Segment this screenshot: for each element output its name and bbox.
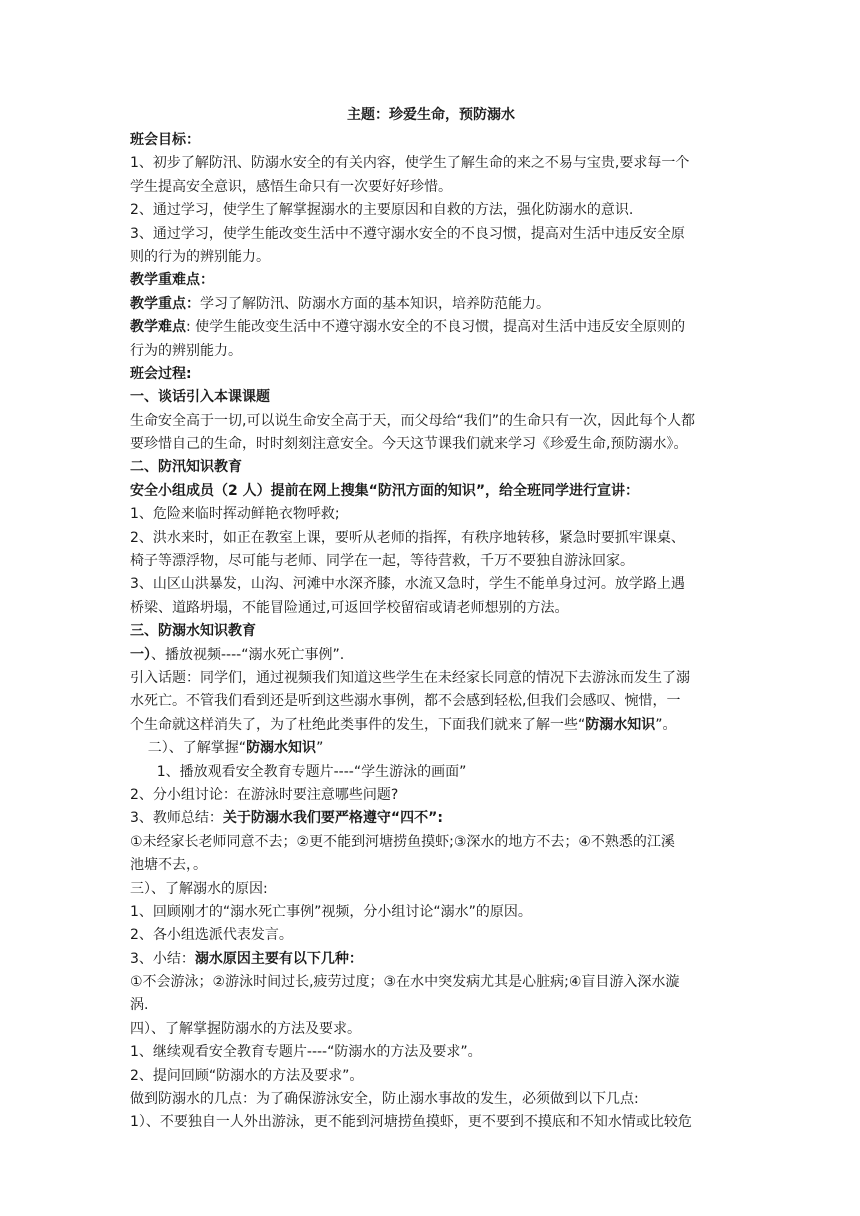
bold-text-segment: 三、防溺水知识教育 [130, 623, 256, 640]
text-segment: 、播放视频----“溺水死亡事例”. [151, 646, 345, 663]
bold-text-segment: 一、谈话引入本课课题 [130, 389, 270, 406]
text-line [130, 854, 732, 877]
bold-text-segment: 安全小组成员（2 人）提前在网上搜集“防汛方面的知识”，给全班同学进行宣讲： [130, 482, 640, 499]
text-line [130, 527, 732, 550]
text-line [130, 667, 732, 690]
bold-text-segment: 教学难点 [130, 319, 186, 336]
text-line [130, 1065, 732, 1088]
text-segment: 学习了解防汛、防溺水方面的基本知识，培养防范能力。 [200, 295, 550, 312]
bold-text-segment: 二、防汛知识教育 [130, 459, 242, 476]
text-line [130, 924, 732, 947]
document-lines [130, 129, 732, 1135]
text-line [130, 573, 732, 596]
text-line [130, 340, 732, 363]
text-line [130, 948, 732, 971]
text-line [130, 1018, 732, 1041]
text-line [130, 807, 732, 830]
text-line [130, 316, 732, 339]
text-segment: 2、提问回顾“防溺水的方法及要求”。 [130, 1067, 364, 1084]
bold-text-segment: 一） [130, 646, 151, 663]
text-line [130, 714, 732, 737]
text-segment: 要珍惜自己的生命，时时刻刻注意安全。今天这节课我们就来学习《珍爱生命,预防溺水》。 [130, 436, 688, 453]
bold-text-segment: 班会过程: [130, 365, 192, 382]
text-line [130, 644, 732, 667]
text-line [130, 433, 732, 456]
text-segment: 2、分小组讨论：在游泳时要注意哪些问题? [130, 786, 399, 803]
text-line [130, 690, 732, 713]
text-line [130, 1111, 732, 1134]
text-segment: 3、山区山洪暴发，山沟、河滩中水深齐膝，水流又急时，学生不能单身过河。放学路上遇 [130, 576, 685, 593]
document-body [130, 103, 732, 1135]
text-line [130, 152, 732, 175]
text-line [130, 176, 732, 199]
text-segment: ” [316, 740, 324, 757]
text-segment: 椅子等漂浮物，尽可能与老师、同学在一起，等待营救，千万不要独自游泳回家。 [130, 553, 634, 570]
text-line [130, 480, 732, 503]
text-segment: 3、教师总结： [130, 810, 223, 827]
text-segment: 1、播放观看安全教育专题片----“学生游泳的画面” [130, 763, 467, 780]
text-segment: 行为的辨别能力。 [130, 342, 242, 359]
text-line [130, 620, 732, 643]
text-segment: : 使学生能改变生活中不遵守溺水安全的不良习惯，提高对生活中违反安全原则的 [186, 319, 686, 336]
text-line [130, 550, 732, 573]
text-line [130, 293, 732, 316]
text-segment: 则的行为的辨别能力。 [130, 248, 270, 265]
text-segment: 涡. [130, 997, 149, 1014]
text-line [130, 597, 732, 620]
bold-text-segment: 班会目标： [130, 132, 200, 148]
text-line [130, 994, 732, 1017]
bold-text-segment: 溺水原因主要有以下几种： [194, 950, 363, 967]
bold-text-segment: 教学重难点： [130, 272, 214, 289]
text-segment: 三）、了解溺水的原因: [130, 880, 268, 897]
text-segment: 学生提高安全意识，感悟生命只有一次要好好珍惜。 [130, 178, 452, 195]
text-segment: 1、继续观看安全教育专题片----“防溺水的方法及要求”。 [130, 1044, 482, 1061]
text-segment: 1、回顾刚才的“溺水死亡事例”视频，分小组讨论“溺水”的原因。 [130, 903, 532, 920]
text-segment: ”。 [655, 716, 677, 733]
text-segment: 池塘不去，。 [130, 857, 207, 874]
text-segment: 二）、了解掌握“ [130, 740, 247, 757]
document-title: 主题：珍爱生命，预防溺水 [347, 107, 515, 123]
text-segment: 3、通过学习，使学生能改变生活中不遵守溺水安全的不良习惯，提高对生活中违反安全原 [130, 225, 685, 242]
text-segment: ①未经家长老师同意不去；②更不能到河塘捞鱼摸虾;③深水的地方不去；④不熟悉的江溪 [130, 833, 675, 850]
text-line [130, 199, 732, 222]
text-segment: 水死亡。不管我们看到还是听到这些溺水事例，都不会感到轻松,但我们会感叹、惋惜，一 [130, 693, 681, 710]
text-line [130, 503, 732, 526]
bold-text-segment: 防溺水知识 [246, 740, 317, 757]
text-segment: ①不会游泳；②游泳时间过长,疲劳过度；③在水中突发病尤其是心脏病;④盲目游入深水漩 [130, 974, 680, 991]
bold-text-segment: 防溺水知识 [585, 716, 656, 733]
text-segment: 桥梁、道路坍塌，不能冒险通过,可返回学校留宿或请老师想别的方法。 [130, 599, 569, 616]
text-segment: 3、小结： [130, 950, 195, 967]
text-segment: 做到防溺水的几点：为了确保游泳安全，防止溺水事故的发生，必须做到以下几点: [130, 1091, 639, 1108]
text-segment: 2、洪水来时，如正在教室上课，要听从老师的指挥，有秩序地转移，紧急时要抓牢课桌、 [130, 529, 685, 546]
text-line [130, 1041, 732, 1064]
text-line [130, 831, 732, 854]
text-line [130, 737, 732, 760]
text-segment: 1、初步了解防汛、防溺水安全的有关内容，使学生了解生命的来之不易与宝贵,要求每一个 [130, 155, 690, 172]
text-line [130, 901, 732, 924]
text-line [130, 246, 732, 269]
text-segment: 个生命就这样消失了，为了杜绝此类事件的发生，下面我们就来了解一些“ [130, 716, 586, 733]
text-line [130, 410, 732, 433]
text-segment: 引入话题：同学们，通过视频我们知道这些学生在未经家长同意的情况下去游泳而发生了溺 [130, 669, 690, 686]
text-segment: 1、危险来临时挥动鲜艳衣物呼救; [130, 506, 340, 523]
text-line [130, 386, 732, 409]
bold-text-segment: 关于防溺水我们要严格遵守“四不”: [222, 810, 443, 827]
text-segment: 2、各小组选派代表发言。 [130, 927, 293, 944]
text-line [130, 878, 732, 901]
text-line [130, 761, 732, 784]
text-segment: 1）、不要独自一人外出游泳，更不能到河塘捞鱼摸虾，更不要到不摸底和不知水情或比较危 [130, 1114, 692, 1131]
text-line [130, 129, 732, 152]
bold-text-segment: 教学重点： [130, 295, 200, 312]
text-segment: 生命安全高于一切,可以说生命安全高于天，而父母给“我们”的生命只有一次，因此每个人都 [130, 412, 695, 429]
text-segment: 2、通过学习，使学生了解掌握溺水的主要原因和自救的方法，强化防溺水的意识. [130, 202, 634, 219]
text-line [130, 971, 732, 994]
text-line [130, 363, 732, 386]
text-line [130, 269, 732, 292]
text-segment: 四）、了解掌握防溺水的方法及要求。 [130, 1020, 361, 1037]
text-line [130, 1088, 732, 1111]
text-line [130, 784, 732, 807]
text-line [130, 223, 732, 246]
text-line [130, 456, 732, 479]
